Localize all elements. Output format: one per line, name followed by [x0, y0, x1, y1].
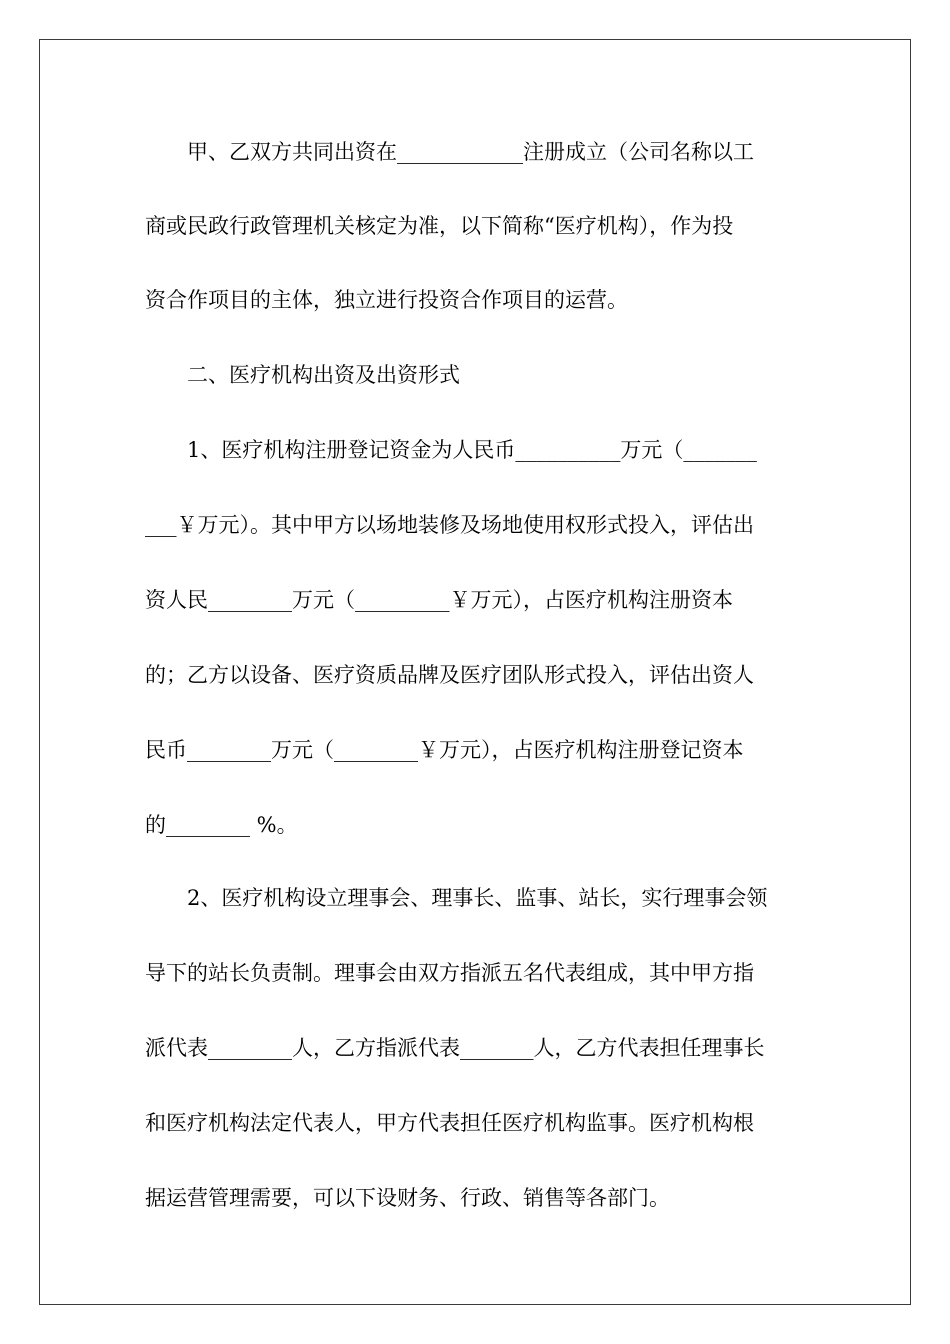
- text-line: 据运营管理需要，可以下设财务、行政、销售等各部门。: [145, 1186, 670, 1210]
- text-line: 甲、乙双方共同出资在____________注册成立（公司名称以工: [145, 140, 754, 164]
- text-line: 民币________万元（________￥万元），占医疗机构注册登记资本: [145, 738, 744, 762]
- text-line: 导下的站长负责制。理事会由双方指派五名代表组成，其中甲方指: [145, 961, 754, 985]
- text-line: 商或民政行政管理机关核定为准，以下简称“医疗机构），作为投: [145, 214, 734, 238]
- text-line: 2、医疗机构设立理事会、理事长、监事、站长，实行理事会领: [145, 886, 768, 910]
- text-line: 和医疗机构法定代表人，甲方代表担任医疗机构监事。医疗机构根: [145, 1111, 754, 1135]
- text-line: 资合作项目的主体，独立进行投资合作项目的运营。: [145, 288, 628, 312]
- text-line: 派代表________人，乙方指派代表_______人，乙方代表担任理事长: [145, 1036, 765, 1060]
- text-line: 1、医疗机构注册登记资金为人民币__________万元（_______: [145, 438, 757, 462]
- text-line: 资人民________万元（_________￥万元），占医疗机构注册资本: [145, 588, 733, 612]
- text-line: ___￥万元）。其中甲方以场地装修及场地使用权形式投入，评估出: [145, 513, 754, 537]
- section-heading: 二、医疗机构出资及出资形式: [145, 363, 460, 387]
- text-line: 的；乙方以设备、医疗资质品牌及医疗团队形式投入，评估出资人: [145, 663, 754, 687]
- text-line: 的________ %。: [145, 813, 298, 837]
